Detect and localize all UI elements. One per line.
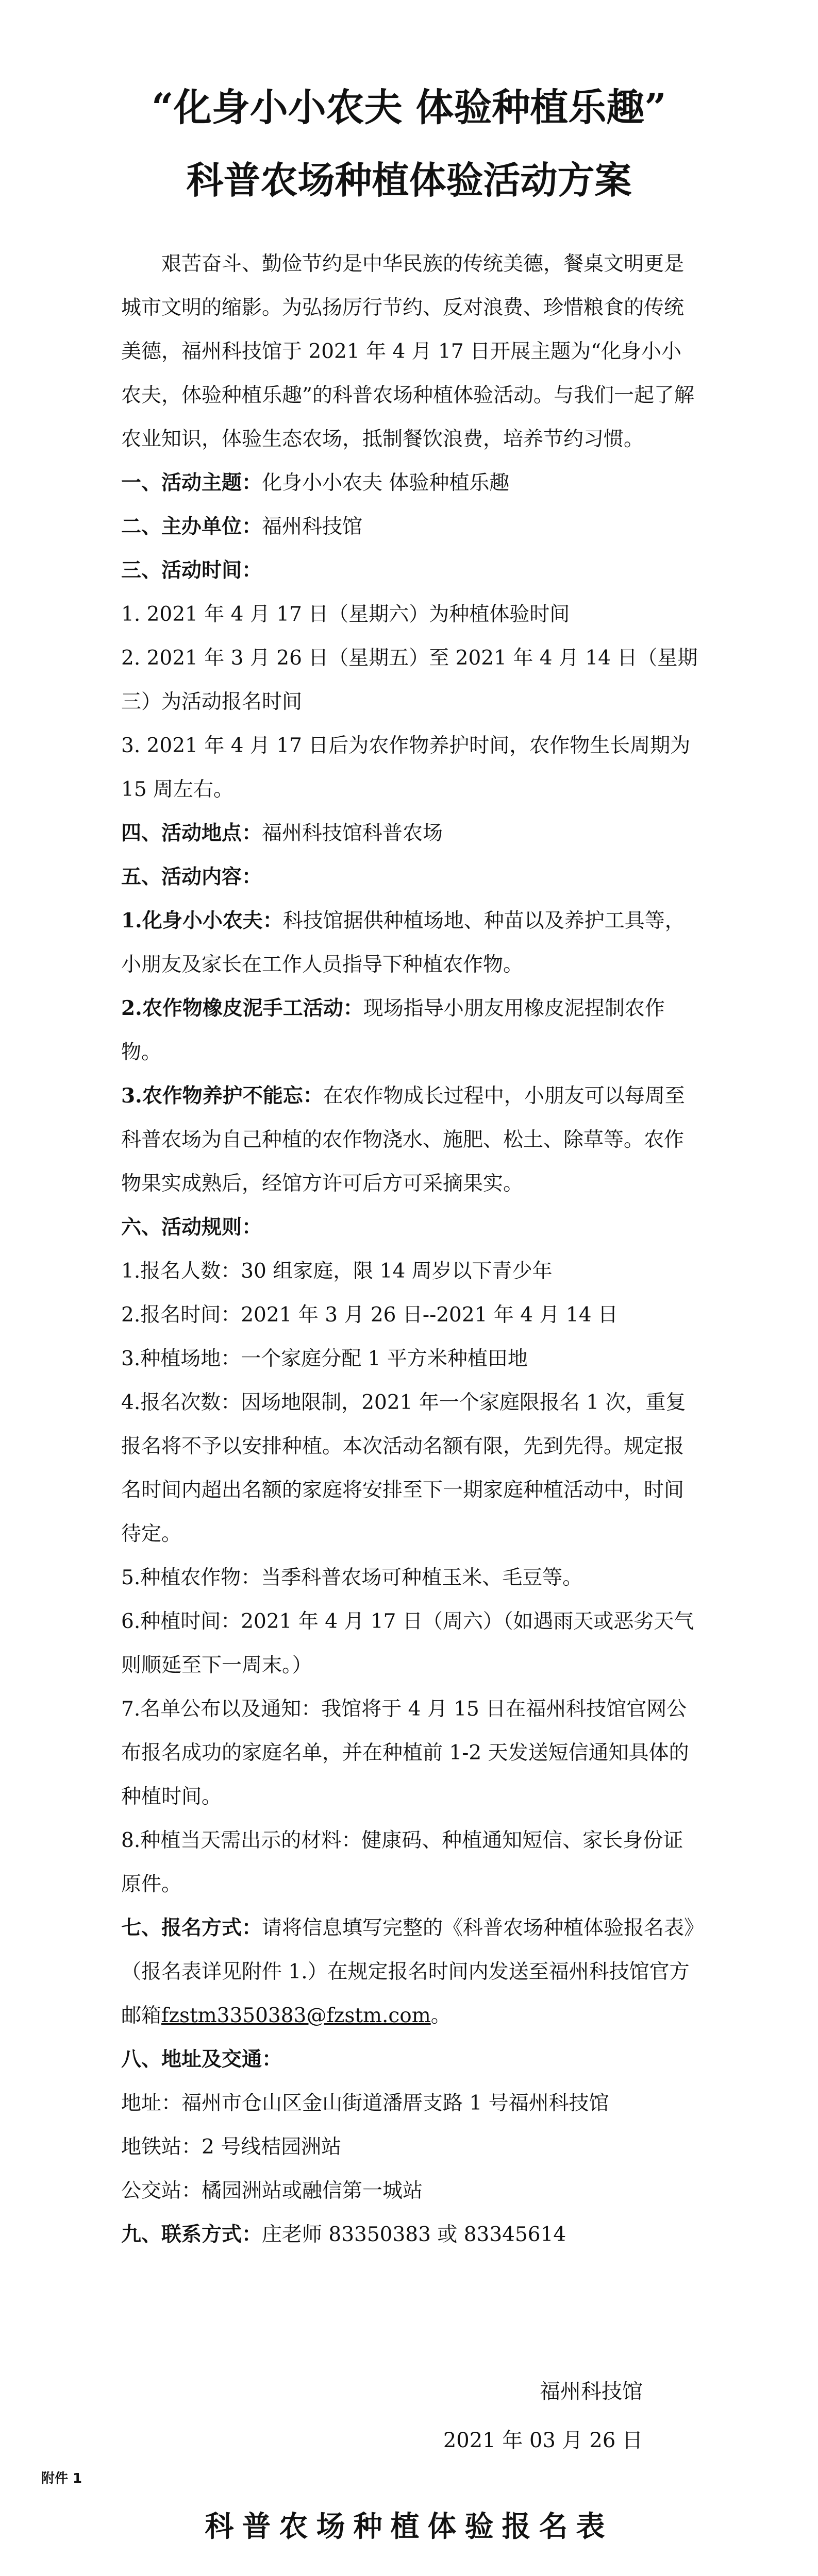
content-item-text: 现场指导小朋友用橡皮泥捏制农作物。 [121, 997, 665, 1064]
attachment-label: 附件 1 [41, 2471, 82, 2486]
section-rules-heading: 六、活动规则： [121, 1215, 262, 1239]
section-heading: 二、主办单位： [121, 515, 262, 538]
form-title: 科普农场种植体验报名表 [205, 2510, 613, 2544]
section-address-heading: 八、地址及交通： [121, 2047, 282, 2071]
content-item-head: 1.化身小小农夫： [121, 909, 283, 933]
section-heading: 七、报名方式： [121, 1916, 262, 1940]
rule-item: 2.报名时间：2021 年 3 月 26 日--2021 年 4 月 14 日 [121, 1303, 618, 1327]
rule-item: 6.种植时间：2021 年 4 月 17 日（周六）（如遇雨天或恶劣天气则顺延至下一周末。） [121, 1610, 694, 1677]
address-item: 地址：福州市仓山区金山街道潘厝支路 1 号福州科技馆 [121, 2092, 609, 2115]
section-value: 化身小小农夫 体验种植乐趣 [262, 471, 510, 495]
signature-org: 福州科技馆 [540, 2380, 643, 2403]
content-item-text: 在农作物成长过程中，小朋友可以每周至科普农场为自己种植的农作物浇水、施肥、松土、除草等。农作物果实成熟后，经馆方许可后方可采摘果实。 [121, 1084, 685, 1195]
time-item: 3. 2021 年 4 月 17 日后为农作物养护时间，农作物生长周期为 15 周左右。 [121, 734, 691, 801]
time-item: 1. 2021 年 4 月 17 日（星期六）为种植体验时间 [121, 603, 570, 626]
content-item-text: 科技馆据供种植场地、种苗以及养护工具等，小朋友及家长在工作人员指导下种植农作物。 [121, 909, 685, 976]
address-item: 公交站：橘园洲站或融信第一城站 [121, 2179, 423, 2202]
section-organizer [121, 505, 698, 549]
content-item [121, 899, 698, 987]
section-registration [121, 1906, 698, 2038]
content-item [121, 1074, 698, 1206]
section-value: 福州科技馆科普农场 [262, 822, 443, 845]
rule-item: 5.种植农作物：当季科普农场可种植玉米、毛豆等。 [121, 1566, 583, 1589]
section-time-heading: 三、活动时间： [121, 558, 262, 582]
registration-text: 请将信息填写完整的《科普农场种植体验报名表》（报名表详见附件 1.）在规定报名时间内发送至福州科技馆官方邮箱 [121, 1917, 694, 2027]
rule-item: 1.报名人数：30 组家庭，限 14 周岁以下青少年 [121, 1260, 553, 1283]
section-content-heading: 五、活动内容： [121, 865, 262, 889]
rule-item: 4.报名次数：因场地限制，2021 年一个家庭限报名 1 次，重复报名将不予以安排种植。本次活动名额有限，先到先得。规定报名时间内超出名额的家庭将安排至下一期家庭种植活动中，时间待定。 [121, 1391, 686, 1546]
content-item [121, 987, 698, 1074]
time-item: 2. 2021 年 3 月 26 日（星期五）至 2021 年 4 月 14 日（星期三）为活动报名时间 [121, 647, 698, 714]
content-item-head: 3.农作物养护不能忘： [121, 1084, 323, 1108]
content-item-head: 2.农作物橡皮泥手工活动： [121, 996, 363, 1020]
rule-item: 7.名单公布以及通知：我馆将于 4 月 15 日在福州科技馆官网公布报名成功的家庭名单，并在种植前 1-2 天发送短信通知具体的种植时间。 [121, 1698, 689, 1808]
section-value: 庄老师 83350383 或 83345614 [262, 2223, 566, 2246]
rule-item: 8.种植当天需出示的材料：健康码、种植通知短信、家长身份证原件。 [121, 1829, 683, 1896]
section-heading: 四、活动地点： [121, 821, 262, 845]
rule-item: 3.种植场地：一个家庭分配 1 平方米种植田地 [121, 1347, 528, 1370]
section-theme [121, 461, 698, 505]
document-title-line2: 科普农场种植体验活动方案 [186, 158, 632, 202]
email-link[interactable]: fzstm3350383@fzstm.com [161, 2004, 431, 2027]
section-location [121, 811, 698, 855]
registration-end: 。 [430, 2004, 451, 2027]
section-heading: 九、联系方式： [121, 2223, 262, 2246]
intro-paragraph: 艰苦奋斗、勤俭节约是中华民族的传统美德，餐桌文明更是城市文明的缩影。为弘扬厉行节约、反对浪费、珍惜粮食的传统美德，福州科技馆于 2021 年 4 月 17 日开展主题为“化身小小农夫，体验种植乐趣”的科普农场种植体验活动。与我们一起了解农业知识，体验生态农场，抵制餐饮浪费，培养节约习惯。 [121, 252, 694, 451]
section-value: 福州科技馆 [262, 515, 363, 538]
address-item: 地铁站：2 号线桔园洲站 [121, 2136, 342, 2159]
section-contact [121, 2213, 698, 2257]
section-heading: 一、活动主题： [121, 471, 262, 495]
signature-date: 2021 年 03 月 26 日 [443, 2429, 643, 2452]
document-title-line1: “化身小小农夫 体验种植乐趣” [152, 86, 666, 130]
document-body [121, 242, 698, 2257]
